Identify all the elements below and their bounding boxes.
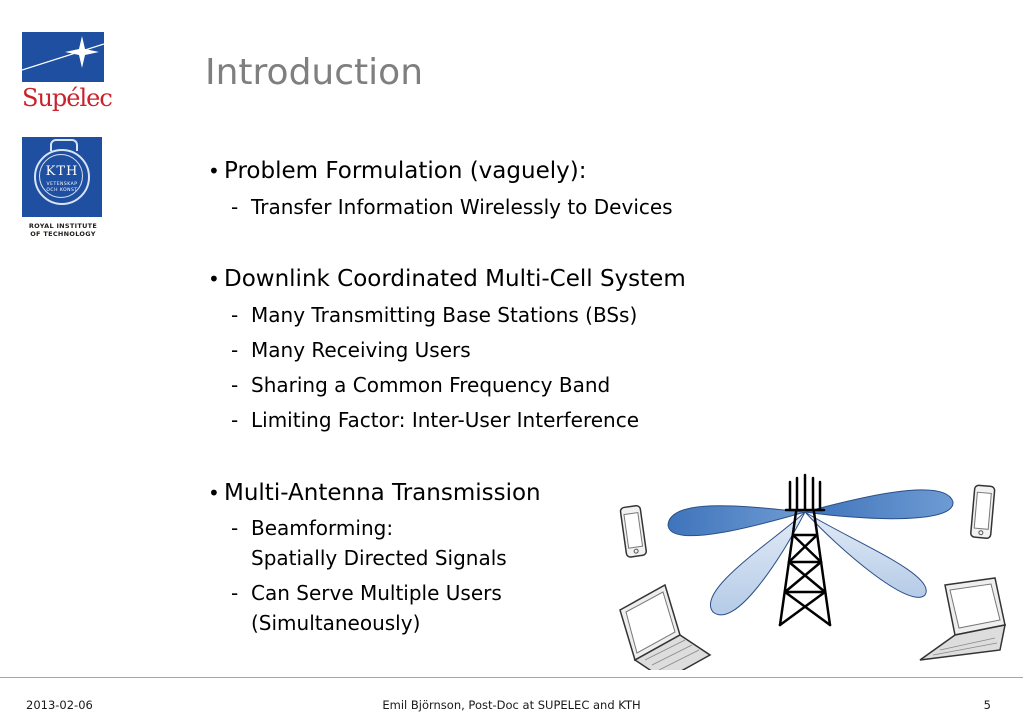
kth-seal	[22, 137, 102, 217]
star-icon	[22, 32, 104, 82]
sub-item: - Sharing a Common Frequency Band	[231, 373, 611, 397]
sub-item: - Limiting Factor: Inter-User Interference	[231, 408, 640, 432]
bullet-downlink-system: • Downlink Coordinated Multi-Cell System	[208, 266, 686, 292]
page-number: 5	[983, 698, 991, 712]
kth-seal-text-2: OCH KONST	[46, 188, 78, 193]
sub-item: - Transfer Information Wirelessly to Devices	[231, 195, 673, 219]
slide-title: Introduction	[205, 52, 424, 93]
kth-monogram: KTH	[45, 164, 79, 179]
bullet-multi-antenna: • Multi-Antenna Transmission	[208, 480, 541, 506]
laptop-icon	[620, 585, 710, 670]
laptop-icon	[920, 578, 1005, 660]
supelec-wordmark: Supélec	[22, 84, 112, 112]
supelec-logo	[22, 32, 112, 112]
footer-divider	[0, 677, 1023, 678]
kth-caption: ROYAL INSTITUTE OF TECHNOLOGY	[28, 222, 98, 238]
sub-item-continuation: (Simultaneously)	[251, 611, 421, 635]
sub-item: - Can Serve Multiple Users	[231, 581, 502, 605]
sub-item: - Many Receiving Users	[231, 338, 471, 362]
bullet-icon: •	[208, 267, 220, 291]
footer-date: 2013-02-06	[26, 698, 93, 712]
beam-upper-right	[805, 490, 953, 519]
bullet-problem-formulation: • Problem Formulation (vaguely):	[208, 158, 587, 184]
cell-tower-icon	[780, 475, 830, 625]
smartphone-icon	[970, 485, 994, 539]
bullet-icon: •	[208, 481, 220, 505]
sub-item: - Beamforming:	[231, 516, 394, 540]
sub-item: - Many Transmitting Base Stations (BSs)	[231, 303, 638, 327]
kth-logo	[22, 137, 104, 238]
footer-author: Emil Björnson, Post-Doc at SUPELEC and KTH	[382, 698, 641, 712]
kth-seal-text-1: VETENSKAP	[46, 182, 78, 187]
bullet-icon: •	[208, 159, 220, 183]
supelec-star-emblem	[22, 32, 104, 82]
beamforming-diagram	[600, 470, 1020, 670]
sub-item-continuation: Spatially Directed Signals	[251, 546, 507, 570]
smartphone-icon	[620, 505, 647, 557]
